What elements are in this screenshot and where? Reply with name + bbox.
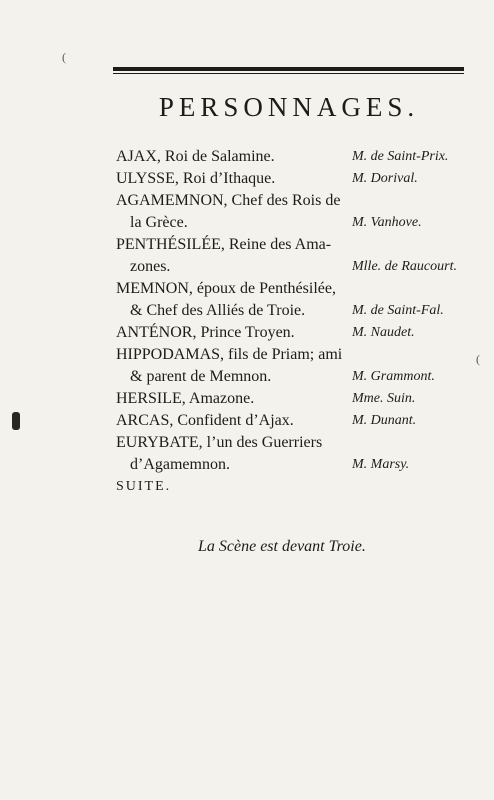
actor-text: M. Naudet. — [352, 325, 415, 340]
role-text: MEMNON, époux de Penthésilée, — [116, 280, 336, 297]
role-text: EURYBATE, l’un des Guerriers — [116, 434, 323, 451]
role-text: AGAMEMNON, Chef des Rois de — [116, 192, 341, 209]
role-text: la Grèce. — [130, 214, 188, 231]
margin-mark: ( — [476, 352, 480, 366]
role-text: & Chef des Alliés de Troie. — [130, 302, 306, 319]
cast-row — [116, 212, 468, 234]
role-text: ARCAS, Confident d’Ajax. — [116, 412, 294, 429]
cast-row — [116, 146, 468, 168]
actor-text: M. Grammont. — [352, 369, 435, 384]
ink-blot — [12, 412, 20, 430]
cast-row — [116, 322, 468, 344]
margin-mark: ( — [62, 50, 66, 64]
cast-row — [116, 366, 468, 388]
cast-row — [116, 344, 468, 366]
cast-row — [116, 454, 468, 476]
cast-row — [116, 190, 468, 212]
header-rule-thick — [113, 67, 464, 71]
role-text: & parent de Memnon. — [130, 368, 272, 385]
cast-row — [116, 278, 468, 300]
actor-text: M. de Saint-Prix. — [352, 149, 449, 164]
header-rule-thin — [113, 73, 464, 74]
role-text: zones. — [130, 258, 171, 275]
cast-row — [116, 410, 468, 432]
role-text: HERSILE, Amazone. — [116, 390, 255, 407]
cast-row — [116, 432, 468, 454]
suite-label: SUITE. — [116, 479, 172, 494]
cast-row — [116, 256, 468, 278]
actor-text: M. Marsy. — [352, 457, 410, 472]
actor-text: M. de Saint-Fal. — [352, 303, 444, 318]
role-text: AJAX, Roi de Salamine. — [116, 148, 275, 165]
cast-row — [116, 234, 468, 256]
cast-row — [116, 388, 468, 410]
page-heading: PERSONNAGES. — [158, 92, 420, 122]
role-text: ULYSSE, Roi d’Ithaque. — [116, 170, 276, 187]
cast-row — [116, 168, 468, 190]
role-text: PENTHÉSILÉE, Reine des Ama- — [116, 236, 332, 253]
role-text: d’Agamemnon. — [130, 456, 230, 473]
actor-text: M. Dunant. — [352, 413, 417, 428]
actor-text: Mme. Suin. — [352, 391, 416, 406]
cast-row — [116, 300, 468, 322]
actor-text: M. Vanhove. — [352, 215, 422, 230]
actor-text: Mlle. de Raucourt. — [352, 259, 457, 274]
scene-note: La Scène est devant Troie. — [198, 538, 366, 555]
actor-text: M. Dorival. — [352, 171, 418, 186]
cast-list — [116, 146, 468, 498]
role-text: ANTÉNOR, Prince Troyen. — [116, 324, 295, 341]
role-text: HIPPODAMAS, fils de Priam; ami — [116, 346, 343, 363]
